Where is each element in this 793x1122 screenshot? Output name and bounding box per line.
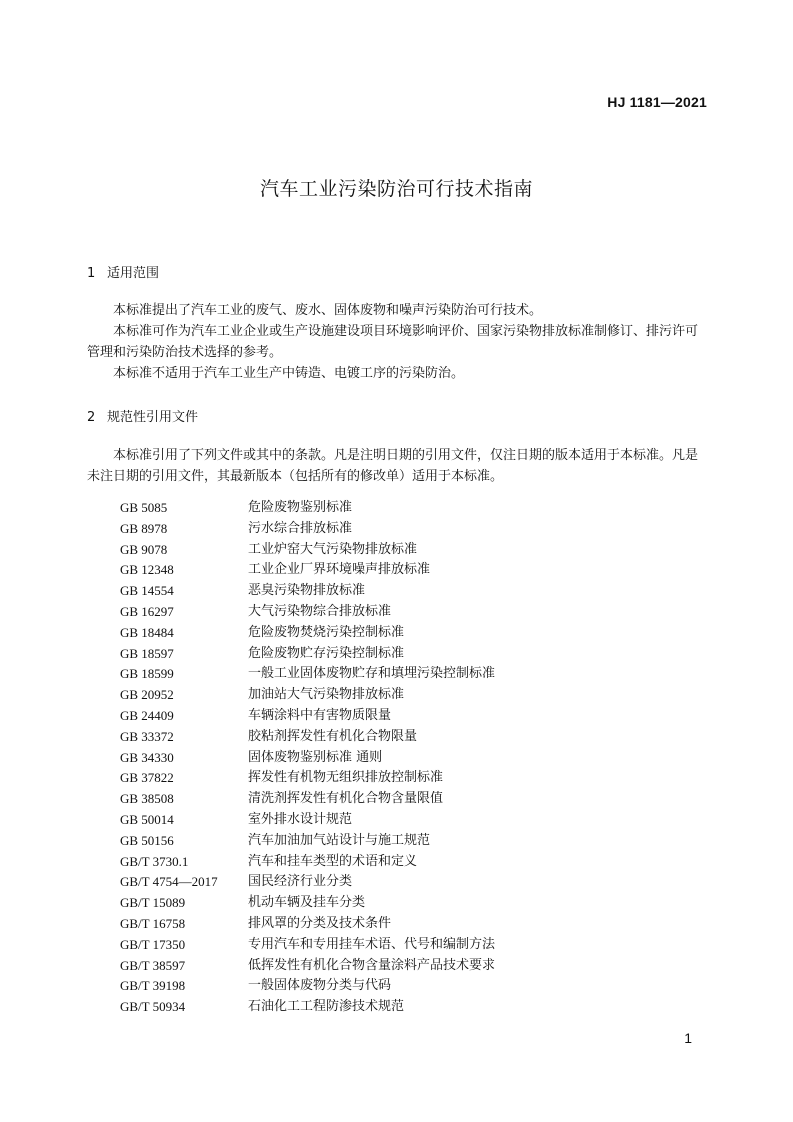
reference-row — [120, 914, 495, 935]
section-2-number: 2 — [87, 410, 96, 425]
reference-title: 工业企业厂界环境噪声排放标准 — [248, 562, 431, 578]
page-number: 1 — [684, 1030, 692, 1046]
reference-title: 专用汽车和专用挂车术语、代号和编制方法 — [248, 936, 496, 952]
reference-row — [120, 935, 495, 956]
reference-row — [120, 956, 495, 977]
reference-code: GB 18599 — [120, 666, 174, 682]
reference-code: GB/T 15089 — [120, 895, 186, 911]
reference-code: GB/T 39198 — [120, 978, 186, 994]
reference-title: 室外排水设计规范 — [248, 811, 353, 827]
reference-code: GB 50156 — [120, 832, 174, 848]
reference-title: 污水综合排放标准 — [248, 520, 353, 536]
reference-row — [120, 893, 495, 914]
section-1-body — [87, 300, 709, 384]
reference-code: GB 50014 — [120, 811, 174, 827]
reference-list — [120, 498, 495, 1018]
reference-row — [120, 748, 495, 769]
reference-code: GB 16297 — [120, 603, 174, 619]
section-1-number: 1 — [87, 266, 96, 281]
reference-title: 清洗剂挥发性有机化合物含量限值 — [248, 791, 444, 807]
reference-code: GB 37822 — [120, 770, 174, 786]
section-1-paragraph: 本标准提出了汽车工业的废气、废水、固体废物和噪声污染防治可行技术。 — [113, 303, 543, 318]
reference-row — [120, 498, 495, 519]
reference-row — [120, 623, 495, 644]
reference-row — [120, 872, 495, 893]
reference-code: GB 24409 — [120, 707, 174, 723]
reference-title: 加油站大气污染物排放标准 — [248, 687, 405, 703]
reference-row — [120, 664, 495, 685]
reference-title: 汽车加油加气站设计与施工规范 — [248, 832, 431, 848]
reference-row — [120, 997, 495, 1018]
standard-code: HJ 1181—2021 — [607, 94, 707, 110]
reference-code: GB/T 38597 — [120, 957, 186, 973]
reference-row — [120, 602, 495, 623]
reference-title: 国民经济行业分类 — [248, 874, 353, 890]
reference-row — [120, 727, 495, 748]
section-1-title: 适用范围 — [107, 266, 160, 281]
section-1-paragraph: 本标准可作为汽车工业企业或生产设施建设项目环境影响评价、国家污染物排放标准制修订、排污许可管理和污染防治技术选择的参考。 — [87, 324, 699, 360]
reference-row — [120, 976, 495, 997]
reference-code: GB 38508 — [120, 791, 174, 807]
section-2-heading — [87, 406, 198, 425]
reference-row — [120, 519, 495, 540]
reference-row — [120, 852, 495, 873]
reference-row — [120, 560, 495, 581]
section-2-intro — [87, 445, 709, 487]
reference-code: GB 20952 — [120, 687, 174, 703]
reference-title: 挥发性有机物无组织排放控制标准 — [248, 770, 444, 786]
reference-title: 汽车和挂车类型的术语和定义 — [248, 853, 418, 869]
reference-row — [120, 581, 495, 602]
reference-title: 工业炉窑大气污染物排放标准 — [248, 541, 418, 557]
reference-title: 大气污染物综合排放标准 — [248, 603, 392, 619]
reference-title: 一般工业固体废物贮存和填埋污染控制标准 — [248, 666, 496, 682]
reference-title: 恶臭污染物排放标准 — [248, 583, 366, 599]
reference-code: GB/T 3730.1 — [120, 853, 189, 869]
reference-code: GB 5085 — [120, 500, 168, 515]
reference-title: 车辆涂料中有害物质限量 — [248, 707, 392, 723]
reference-code: GB 8978 — [120, 520, 168, 536]
reference-row — [120, 685, 495, 706]
reference-title: 固体废物鉴别标准 通则 — [248, 749, 383, 765]
reference-code: GB/T 17350 — [120, 936, 186, 952]
reference-title: 石油化工工程防渗技术规范 — [248, 999, 405, 1015]
reference-title: 机动车辆及挂车分类 — [248, 895, 366, 911]
reference-code: GB 33372 — [120, 728, 174, 744]
reference-code: GB/T 4754—2017 — [120, 874, 218, 890]
reference-title: 危险废物贮存污染控制标准 — [248, 645, 405, 661]
reference-code: GB 9078 — [120, 541, 168, 557]
reference-title: 危险废物鉴别标准 — [248, 500, 353, 515]
reference-code: GB 14554 — [120, 583, 174, 599]
reference-row — [120, 810, 495, 831]
reference-code: GB 12348 — [120, 562, 174, 578]
reference-row — [120, 540, 495, 561]
reference-row — [120, 789, 495, 810]
reference-title: 危险废物焚烧污染控制标准 — [248, 624, 405, 640]
reference-title: 一般固体废物分类与代码 — [248, 978, 392, 994]
reference-code: GB 18597 — [120, 645, 174, 661]
reference-title: 胶粘剂挥发性有机化合物限量 — [248, 728, 418, 744]
reference-row — [120, 706, 495, 727]
document-title: 汽车工业污染防治可行技术指南 — [259, 178, 533, 200]
reference-code: GB/T 16758 — [120, 915, 186, 931]
reference-title: 低挥发性有机化合物含量涂料产品技术要求 — [248, 957, 496, 973]
section-1-paragraph: 本标准不适用于汽车工业生产中铸造、电镀工序的污染防治。 — [113, 366, 465, 381]
section-1-heading — [87, 262, 159, 281]
reference-code: GB 34330 — [120, 749, 174, 765]
reference-row — [120, 831, 495, 852]
reference-code: GB 18484 — [120, 624, 174, 640]
reference-row — [120, 768, 495, 789]
reference-row — [120, 644, 495, 665]
reference-title: 排风罩的分类及技术条件 — [248, 915, 392, 931]
section-2-intro-text: 本标准引用了下列文件或其中的条款。凡是注明日期的引用文件，仅注日期的版本适用于本标准。凡是未注日期的引用文件，其最新版本（包括所有的修改单）适用于本标准。 — [87, 448, 699, 484]
section-2-title: 规范性引用文件 — [107, 410, 199, 425]
reference-code: GB/T 50934 — [120, 999, 186, 1015]
